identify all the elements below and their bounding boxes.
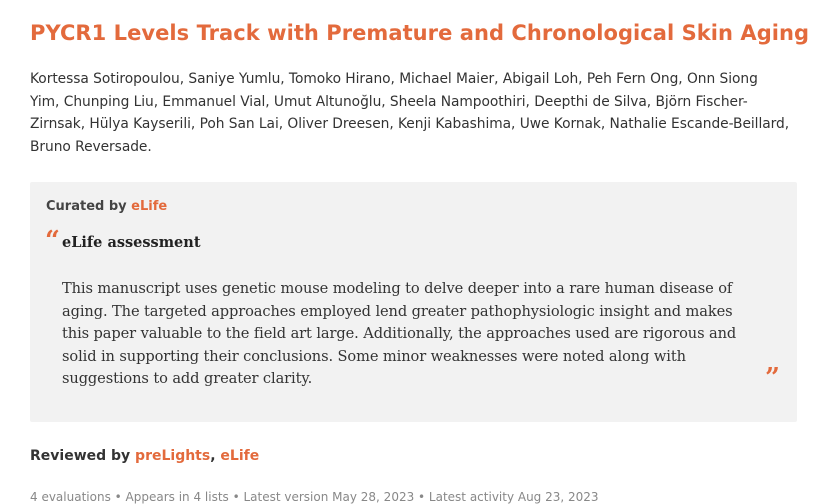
activity-meta: 4 evaluations • Appears in 4 lists • Latest version May 28, 2023 • Latest activity Aug 23, 2023: [30, 490, 599, 504]
curation-panel: [30, 182, 797, 422]
reviewer-separator: ,: [210, 448, 221, 464]
author-list: Kortessa Sotiropoulou, Saniye Yumlu, Tomoko Hirano, Michael Maier, Abigail Loh, Peh Fern Ong, Onn Siong Yim, Chunping Liu, Emmanuel Vial, Umut Altunoğlu, Sheela Nampoothiri, Deepthi de Silva, Björn Fischer-Zirnsak, Hülya Kayserili, Poh San Lai, Oliver Dreesen, Kenji Kabashima, Uwe Kornak, Nathalie Escande-Beillard, Bruno Reversade.: [30, 71, 790, 155]
reviewer-link-elife[interactable]: eLife: [220, 448, 260, 464]
curator-link-elife[interactable]: eLife: [131, 199, 168, 214]
curated-by-line: [46, 199, 167, 214]
reviewed-by-label: Reviewed by: [30, 448, 136, 464]
assessment-text: This manuscript uses genetic mouse modeling to delve deeper into a rare human disease of aging. The targeted approaches employed lend greater pathophysiologic insight and makes this paper valuable to the field art large. Additionally, the approaches used are rigorous and solid in supporting their conclusions. Some minor weaknesses were noted along with suggestions to add greater clarity.: [62, 280, 737, 387]
open-quote-icon: “: [45, 226, 60, 256]
reviewed-by-line: [30, 448, 259, 464]
reviewer-link-prelights[interactable]: preLights: [135, 448, 211, 464]
assessment-title: eLife assessment: [62, 234, 201, 251]
curated-by-label: Curated by: [46, 199, 132, 214]
article-title: PYCR1 Levels Track with Premature and Chronological Skin Aging: [30, 21, 810, 45]
close-quote-icon: ”: [765, 363, 780, 393]
